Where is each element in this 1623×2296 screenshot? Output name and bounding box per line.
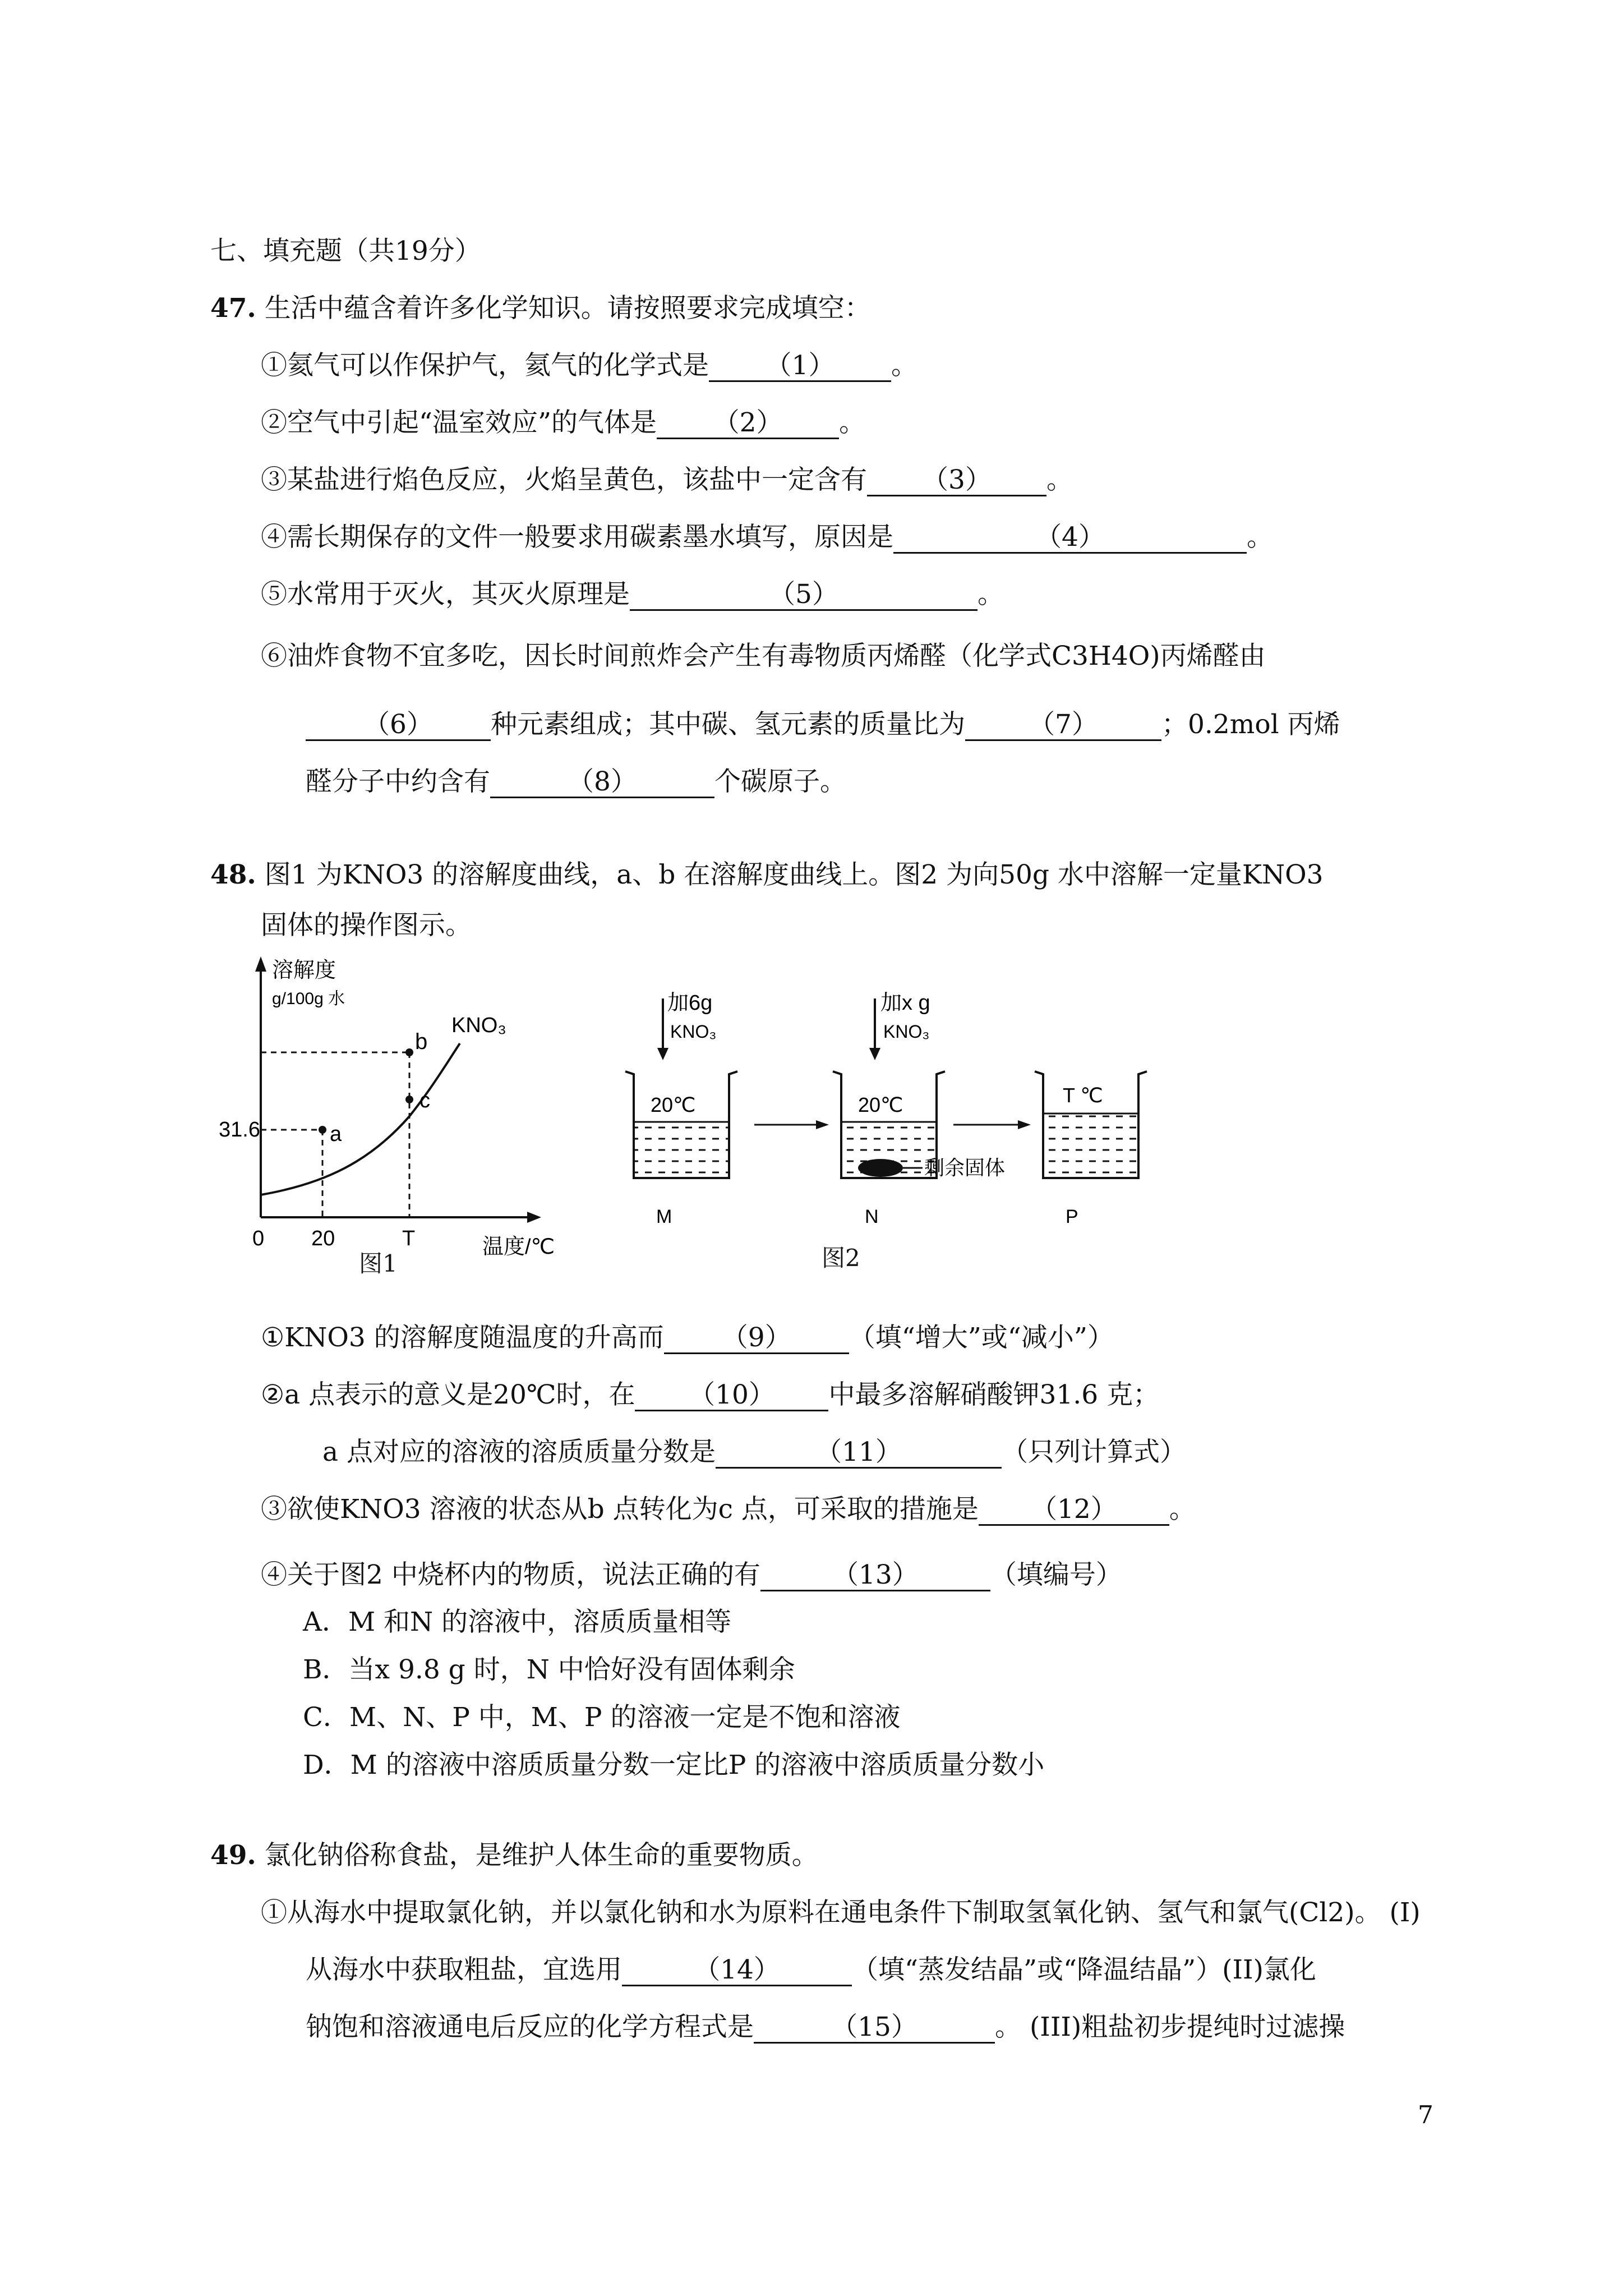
- q47-item-3: [261, 463, 1073, 497]
- question-number: 49.: [210, 1840, 256, 1871]
- q47-item-5: [261, 578, 1004, 611]
- beaker-p-temp: T ℃: [1063, 1084, 1103, 1107]
- label-b: b: [415, 1029, 428, 1054]
- point-a: [319, 1126, 326, 1134]
- option-a: A．M 和N 的溶液中，溶质质量相等: [303, 1607, 732, 1637]
- answer-blank-14[interactable]: （14）: [622, 1955, 852, 1986]
- point-c: [405, 1096, 413, 1103]
- section-title: 七、填充题（共19分）: [210, 236, 481, 266]
- item-end: 。: [978, 579, 1004, 610]
- item-text: ；0.2mol 丙烯: [1161, 709, 1340, 740]
- item-text: 中最多溶解硝酸钾31.6 克；: [828, 1379, 1160, 1410]
- question-49: [210, 1839, 818, 1872]
- figure-1-caption: 图1: [359, 1250, 398, 1277]
- item-end: 。: [1046, 464, 1073, 495]
- answer-blank-1[interactable]: （1）: [709, 351, 891, 382]
- label-c: c: [419, 1089, 430, 1112]
- item-text: 钠饱和溶液通电后反应的化学方程式是: [306, 2012, 754, 2042]
- item-text: ②a 点表示的意义是20℃时，在: [261, 1379, 635, 1410]
- beaker-m-temp: 20℃: [651, 1093, 696, 1116]
- item-text: a 点对应的溶液的溶质质量分数是: [322, 1437, 716, 1467]
- item-text: 种元素组成；其中碳、氢元素的质量比为: [491, 709, 965, 740]
- label-a: a: [330, 1122, 342, 1146]
- answer-blank-6[interactable]: （6）: [306, 710, 491, 741]
- x-axis-arrow: [527, 1212, 541, 1223]
- kno3-curve: [261, 1043, 460, 1195]
- add-label-1-sub: KNO₃: [670, 1022, 717, 1042]
- item-text: ⑤水常用于灭火，其灭火原理是: [261, 579, 630, 610]
- q49-line-2: [306, 1953, 1316, 1987]
- residue-solid: [858, 1159, 903, 1177]
- item-text: ②空气中引起“温室效应”的气体是: [261, 407, 657, 438]
- label-p: P: [1066, 1206, 1078, 1227]
- option-c: C．M、N、P 中，M、P 的溶液一定是不饱和溶液: [303, 1702, 901, 1733]
- item-text: （填编号）: [990, 1559, 1122, 1590]
- x-tick-0: 0: [252, 1227, 265, 1250]
- q47-item-2: [261, 406, 865, 440]
- figure-2-beakers: [617, 987, 1178, 1234]
- answer-blank-15[interactable]: （15）: [754, 2013, 995, 2044]
- question-stem: 生活中蕴含着许多化学知识。请按照要求完成填空：: [264, 293, 871, 324]
- add-arrow-2-head: [869, 1048, 880, 1060]
- add-arrow-1-head: [657, 1048, 668, 1060]
- item-text: （填“增大”或“减小”）: [849, 1322, 1114, 1353]
- answer-blank-9[interactable]: （9）: [664, 1323, 849, 1354]
- figure-2-caption: 图2: [822, 1244, 860, 1272]
- x-axis-label: 温度/℃: [482, 1235, 555, 1259]
- question-48: [210, 858, 1324, 892]
- item-end: 。: [839, 407, 866, 438]
- page-number: 7: [1418, 2101, 1433, 2129]
- y-tick-label: 31.6: [219, 1118, 260, 1142]
- item-text: （只列计算式）: [1001, 1437, 1186, 1467]
- point-b: [405, 1048, 413, 1056]
- q48-sub-2a: [261, 1378, 1159, 1412]
- answer-blank-11[interactable]: （11）: [716, 1438, 1002, 1469]
- beaker-n-temp: 20℃: [858, 1093, 903, 1116]
- answer-blank-8[interactable]: （8）: [490, 767, 714, 798]
- figure-1-solubility-curve: [219, 948, 594, 1285]
- answer-blank-7[interactable]: （7）: [965, 710, 1161, 741]
- residue-label: 剩余固体: [924, 1156, 1006, 1179]
- beaker-m: [625, 1071, 737, 1178]
- item-text: ③某盐进行焰色反应，火焰呈黄色，该盐中一定含有: [261, 464, 867, 495]
- question-stem: 氯化钠俗称食盐，是维护人体生命的重要物质。: [264, 1840, 818, 1871]
- question-number: 48.: [210, 859, 256, 890]
- answer-blank-5[interactable]: （5）: [630, 580, 978, 611]
- question-number: 47.: [210, 293, 256, 324]
- q48-sub-1: [261, 1321, 1114, 1355]
- q48-sub-2b: [322, 1435, 1186, 1469]
- add-label-1: 加6g: [667, 991, 713, 1015]
- question-stem: 图1 为KNO3 的溶解度曲线，a、b 在溶解度曲线上。图2 为向50g 水中溶解一定量KNO3: [264, 859, 1324, 890]
- item-text: ①KNO3 的溶解度随温度的升高而: [261, 1322, 664, 1353]
- answer-blank-3[interactable]: （3）: [867, 466, 1046, 496]
- item-text: ④关于图2 中烧杯内的物质，说法正确的有: [261, 1559, 760, 1590]
- item-end: 。: [891, 350, 917, 381]
- q47-item-6-line3: [306, 765, 846, 799]
- y-axis-arrow: [255, 956, 266, 972]
- curve-label: KNO₃: [451, 1014, 506, 1037]
- x-tick-20: 20: [311, 1227, 335, 1250]
- item-text: ③欲使KNO3 溶液的状态从b 点转化为c 点，可采取的措施是: [261, 1494, 979, 1525]
- q49-line-3: [306, 2010, 1345, 2044]
- y-axis-unit: g/100g 水: [272, 990, 345, 1008]
- item-text: 。: [1169, 1494, 1196, 1525]
- answer-blank-2[interactable]: （2）: [657, 408, 839, 439]
- item-text: 个碳原子。: [714, 766, 846, 797]
- item-text: 。 (III)粗盐初步提纯时过滤操: [995, 2012, 1345, 2042]
- q47-item-4: [261, 521, 1273, 554]
- label-n: N: [865, 1206, 879, 1227]
- add-label-2-sub: KNO₃: [883, 1022, 930, 1042]
- q48-sub-3: [261, 1493, 1196, 1526]
- answer-blank-10[interactable]: （10）: [635, 1381, 828, 1411]
- x-tick-t: T: [402, 1227, 416, 1250]
- q47-item-6-line1: ⑥油炸食物不宜多吃，因长时间煎炸会产生有毒物质丙烯醛（化学式C3H4O)丙烯醛由: [261, 641, 1266, 671]
- add-label-2: 加x g: [880, 991, 930, 1015]
- q47-item-1: [261, 349, 917, 383]
- option-d: D．M 的溶液中溶质质量分数一定比P 的溶液中溶质质量分数小: [303, 1750, 1045, 1780]
- q49-line-1: ①从海水中提取氯化钠，并以氯化钠和水为原料在通电条件下制取氢氧化钠、氢气和氯气(Cl2)。 (I): [261, 1897, 1421, 1928]
- item-end: 。: [1247, 522, 1273, 553]
- answer-blank-13[interactable]: （13）: [760, 1561, 990, 1591]
- question-47: [210, 292, 871, 325]
- item-text: 醛分子中约含有: [306, 766, 490, 797]
- arrow-m-to-n-head: [816, 1120, 829, 1129]
- item-text: ①氦气可以作保护气，氦气的化学式是: [261, 350, 709, 381]
- label-m: M: [656, 1206, 672, 1227]
- option-b: B．当x 9.8 g 时，N 中恰好没有固体剩余: [303, 1654, 795, 1685]
- item-text: 从海水中获取粗盐，宜选用: [306, 1954, 622, 1985]
- q47-item-6-line2: [306, 708, 1340, 742]
- item-text: （填“蒸发结晶”或“降温结晶”）(II)氯化: [852, 1954, 1316, 1985]
- item-text: ④需长期保存的文件一般要求用碳素墨水填写，原因是: [261, 522, 893, 553]
- arrow-n-to-p-head: [1018, 1120, 1031, 1129]
- y-axis-label: 溶解度: [272, 959, 336, 982]
- answer-blank-4[interactable]: （4）: [893, 523, 1247, 554]
- q48-sub-4: [261, 1558, 1122, 1592]
- question-stem-line2: 固体的操作图示。: [261, 910, 472, 941]
- answer-blank-12[interactable]: （12）: [979, 1495, 1169, 1526]
